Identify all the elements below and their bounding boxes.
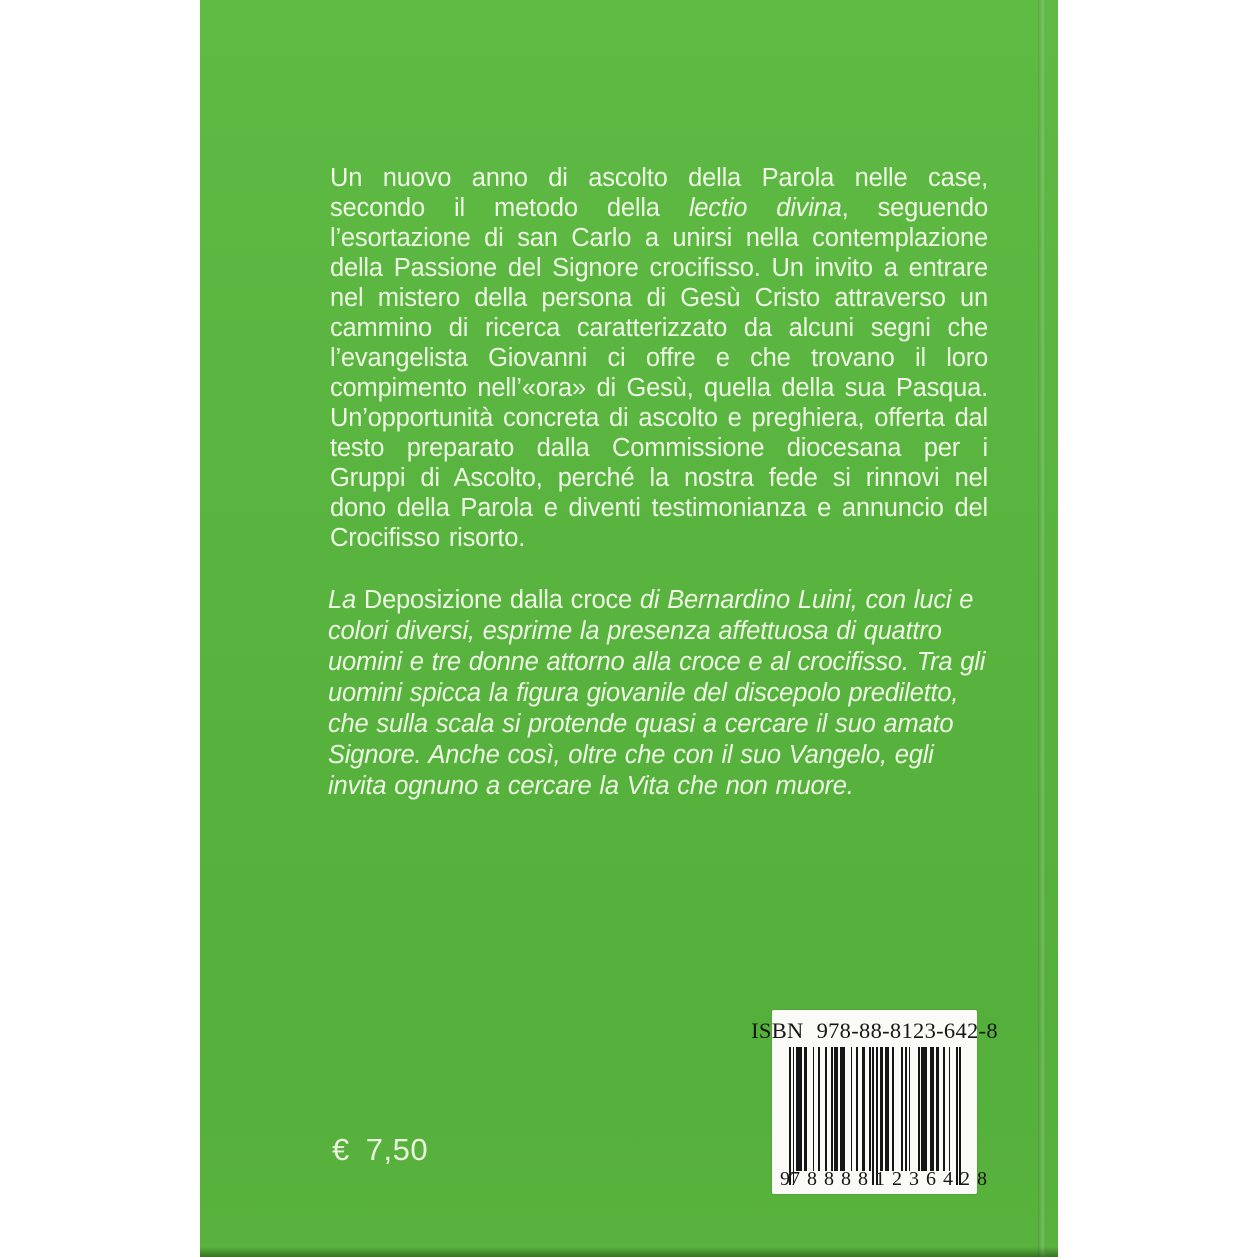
price-amount: 7,50 <box>365 1132 429 1167</box>
cover-bottom-edge-shadow <box>200 1247 1058 1257</box>
caption-artwork-title: Deposizione dalla croce <box>363 586 632 614</box>
caption-text-rest: di Bernardino Luini, con luci e colori diversi, esprime la presenza affettuosa di quattro uomini e tre donne attorno alla croce e al crocifisso. Tra gli uomini spicca la figura giovanile del discepolo prediletto, che sulla scala si protende quasi a cercare il suo amato Signore. Anche così, oltre che con il suo Vangelo, egli invita ognuno a cercare la Vita che non muore. <box>328 586 986 800</box>
cover-edge-fold <box>1038 0 1046 1257</box>
artwork-caption-paragraph <box>328 585 988 802</box>
isbn-barcode-box <box>751 1010 998 1194</box>
ean13-barcode <box>789 1047 977 1187</box>
barcode-lead-digit: 9 <box>780 1168 790 1190</box>
isbn-label: ISBN <box>751 1018 804 1043</box>
isbn-line <box>751 1018 998 1044</box>
barcode-digits-group1: 788881 <box>790 1168 892 1190</box>
price-label <box>332 1132 428 1168</box>
book-back-cover <box>200 0 1058 1257</box>
blurb-text-latin-phrase: lectio divina <box>688 194 842 222</box>
barcode-digits-group2: 236428 <box>892 1168 994 1190</box>
euro-currency-symbol: € <box>332 1132 350 1167</box>
barcode-digits <box>780 1168 994 1191</box>
isbn-number: 978-88-8123-642-8 <box>816 1018 998 1043</box>
blurb-paragraph <box>330 163 988 553</box>
caption-text-lead: La <box>328 586 364 614</box>
blurb-text-lead: Un nuovo anno di ascolto della Parola nelle case, secondo il metodo della <box>330 164 988 222</box>
blurb-text-rest: , seguendo l’esortazione di san Carlo a unirsi nella contemplazione della Passione del Signore crocifisso. Un invito a entrare nel mistero della persona di Gesù Cristo attraverso un cammino di ricerca caratterizzato da alcuni segni che l’evangelista Giovanni ci offre e che trovano il loro compimento nell’«ora» di Gesù, quella della sua Pasqua. Un’opportunità concreta di ascolto e preghiera, offerta dal testo preparato dalla Commissione diocesana per i Gruppi di Ascolto, perché la nostra fede si rinnovi nel dono della Parola e diventi testimonianza e annuncio del Crocifisso risorto. <box>330 194 988 552</box>
